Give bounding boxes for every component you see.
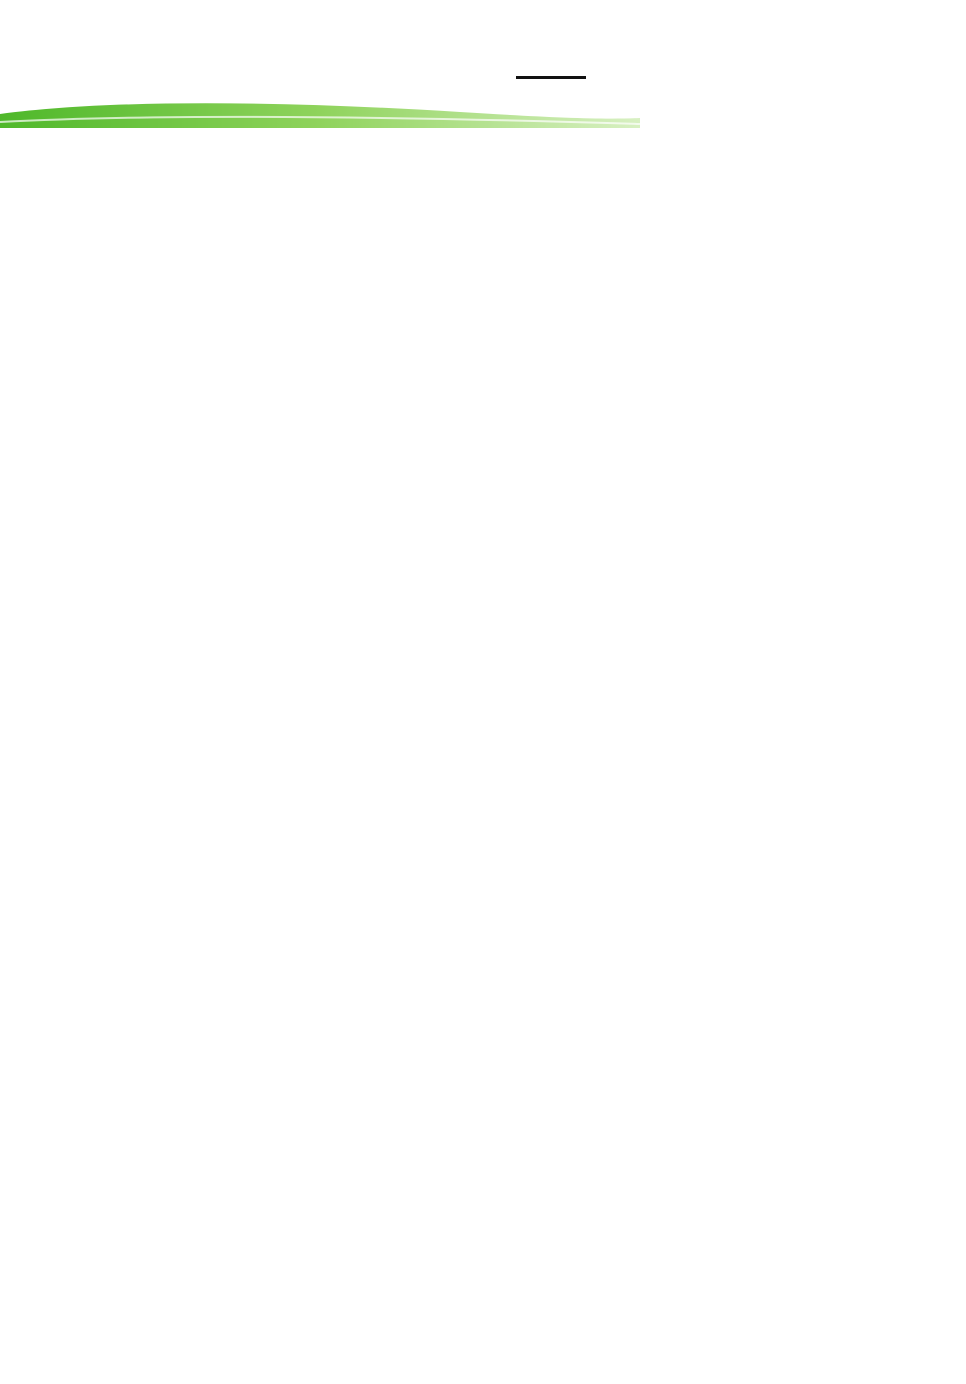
green-swoosh-decoration [0, 92, 640, 128]
document-body [33, 128, 953, 192]
logo-underline [516, 76, 586, 79]
section-title [33, 142, 953, 182]
header-banner [0, 0, 640, 128]
